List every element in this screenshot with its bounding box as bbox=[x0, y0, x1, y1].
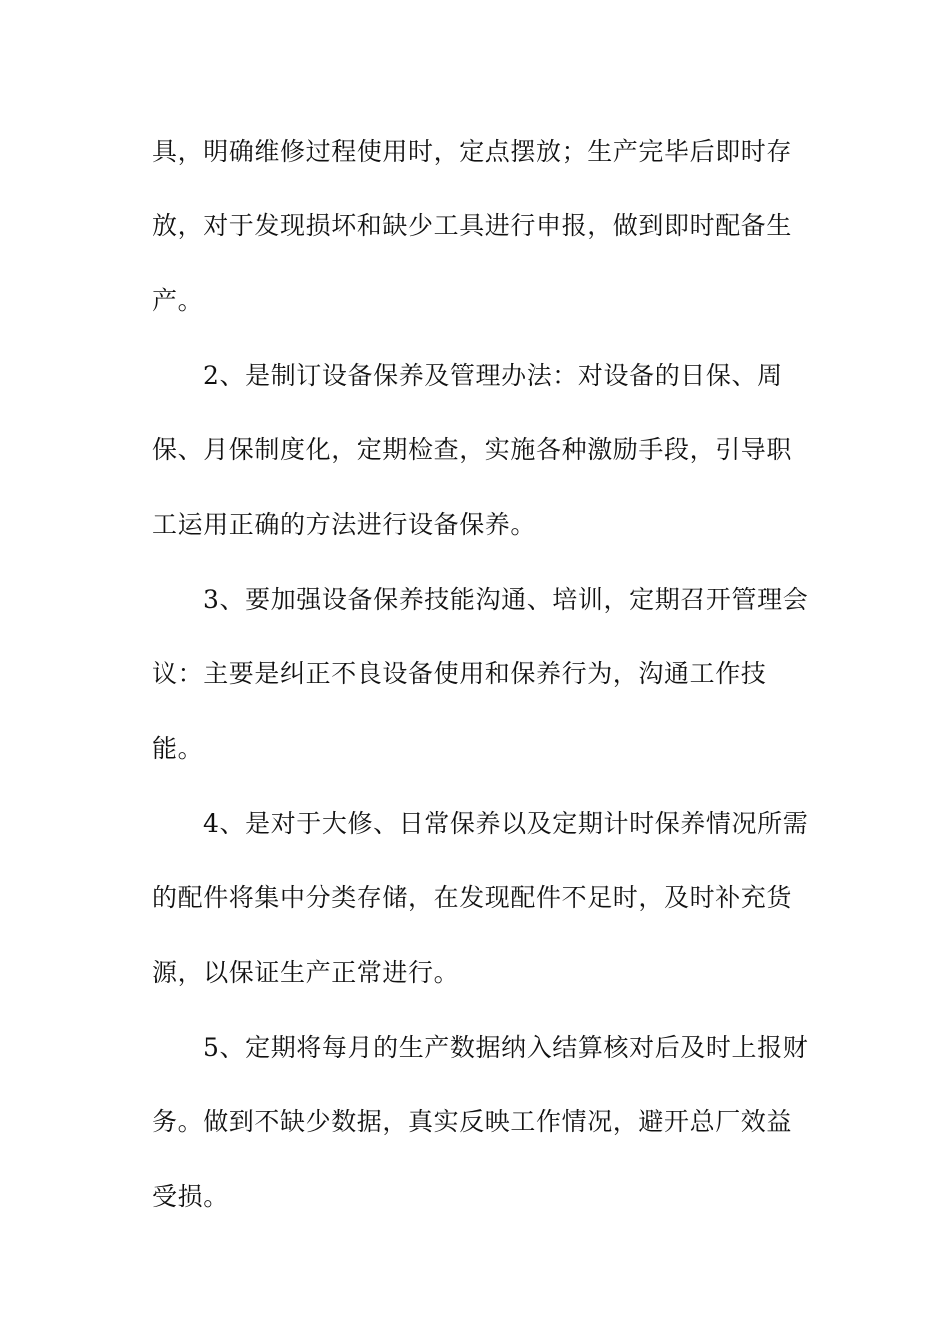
paragraph-line: 2、是制订设备保养及管理办法：对设备的日保、周 bbox=[203, 361, 783, 390]
paragraph-line: 5、定期将每月的生产数据纳入结算核对后及时上报财 bbox=[203, 1033, 809, 1062]
paragraph-line: 保、月保制度化，定期检查，实施各种激励手段，引导职 bbox=[152, 435, 793, 464]
paragraph-line: 能。 bbox=[152, 734, 204, 763]
paragraph-line: 工运用正确的方法进行设备保养。 bbox=[152, 510, 537, 539]
paragraph-line: 议：主要是纠正不良设备使用和保养行为，沟通工作技 bbox=[152, 659, 767, 688]
paragraph-line: 3、要加强设备保养技能沟通、培训，定期召开管理会 bbox=[203, 585, 809, 614]
paragraph-line: 受损。 bbox=[152, 1182, 229, 1211]
paragraph-line: 4、是对于大修、日常保养以及定期计时保养情况所需 bbox=[203, 809, 809, 838]
paragraph-line: 产。 bbox=[152, 286, 204, 315]
paragraph-line: 的配件将集中分类存储，在发现配件不足时，及时补充货 bbox=[152, 883, 793, 912]
paragraph-line: 务。做到不缺少数据，真实反映工作情况，避开总厂效益 bbox=[152, 1107, 793, 1136]
paragraph-line: 放，对于发现损坏和缺少工具进行申报，做到即时配备生 bbox=[152, 211, 793, 240]
paragraph-line: 具，明确维修过程使用时，定点摆放；生产完毕后即时存 bbox=[152, 137, 793, 166]
paragraph-line: 源，以保证生产正常进行。 bbox=[152, 958, 460, 987]
